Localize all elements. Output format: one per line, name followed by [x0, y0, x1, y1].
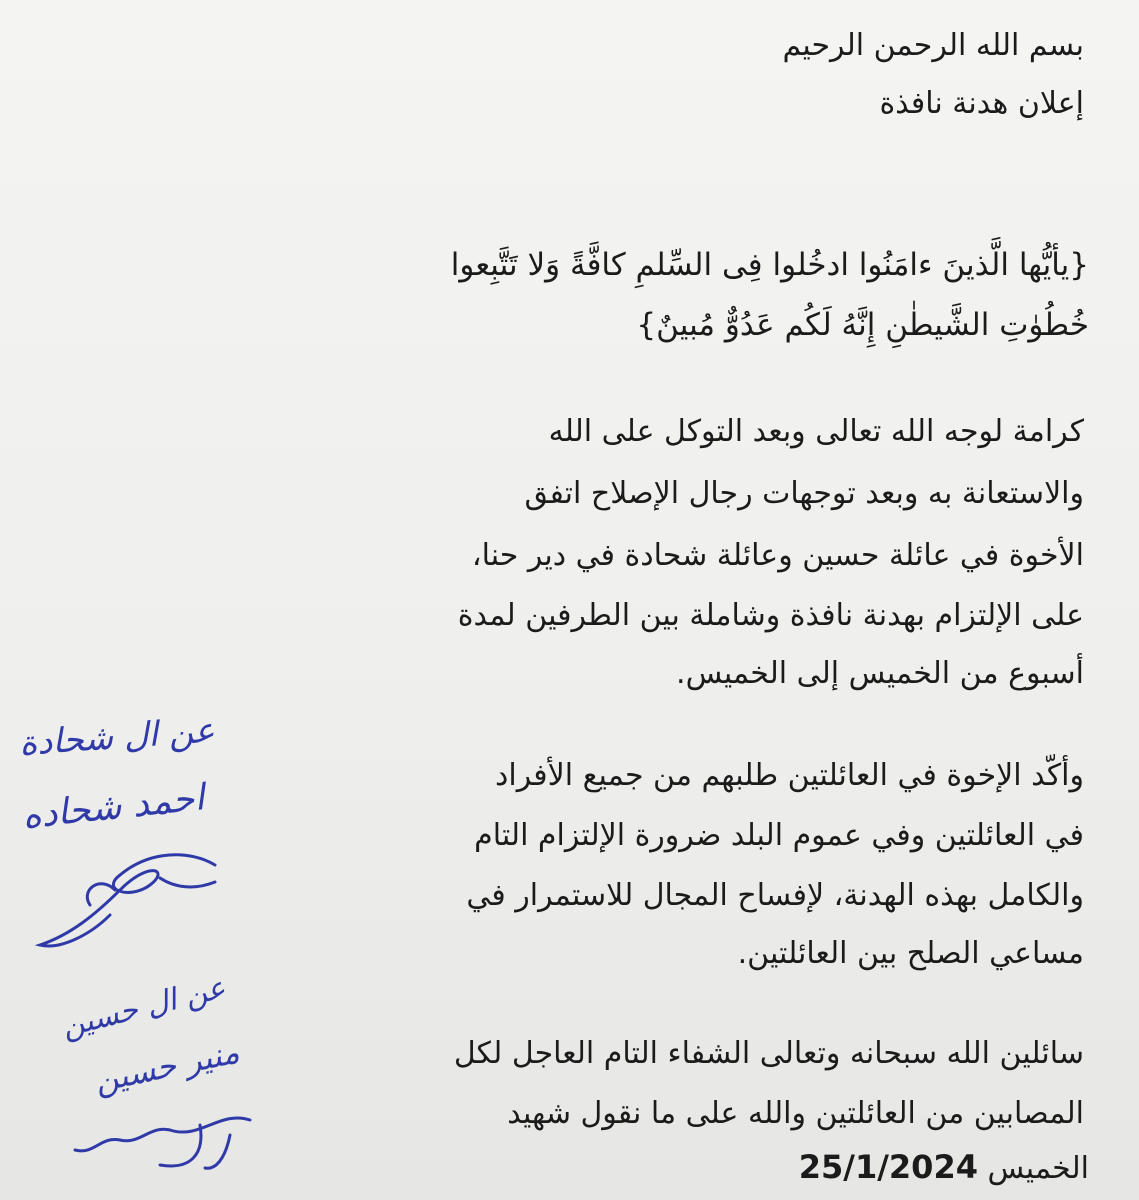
closing-day: الخميس — [987, 1151, 1089, 1186]
ayah-line-2: خُطُوٰتِ الشَّيطٰنِ إِنَّهُ لَكُم عَدُوٌّ مُبينٌ} — [636, 307, 1089, 343]
ayah-line-1: {يأيُّها الَّذينَ ءامَنُوا ادخُلوا فِى السِّلمِ كافَّةً وَلا تَتَّبِعوا — [450, 247, 1089, 283]
handwritten-signatures — [0, 700, 270, 1200]
signature-scribble-1 — [40, 855, 215, 946]
svg-text:احمد شحاده: احمد شحاده — [20, 777, 207, 838]
paragraph1-line-3: الأخوة في عائلة حسين وعائلة شحادة في دير حنا، — [471, 538, 1084, 573]
paragraph3-line-2: المصابين من العائلتين والله على ما نقول شهيد — [507, 1096, 1084, 1131]
basmala: بسم الله الرحمن الرحيم — [782, 28, 1084, 63]
svg-text:عن ال شحادة: عن ال شحادة — [17, 710, 216, 764]
paragraph1-line-1: كرامة لوجه الله تعالى وبعد التوكل على الله — [548, 414, 1084, 449]
signature-scribble-2 — [75, 1118, 250, 1168]
paragraph1-line-2: والاستعانة به وبعد توجهات رجال الإصلاح اتفق — [524, 476, 1084, 511]
svg-text:منير حسين: منير حسين — [91, 1032, 243, 1101]
closing-date: 25/1/2024 — [798, 1148, 978, 1186]
closing-line — [799, 1148, 1089, 1186]
paragraph1-line-4: على الإلتزام بهدنة نافذة وشاملة بين الطرفين لمدة — [457, 598, 1084, 633]
paragraph2-line-2: في العائلتين وفي عموم البلد ضرورة الإلتزام التام — [474, 818, 1084, 853]
page-title: إعلان هدنة نافذة — [879, 86, 1084, 121]
paragraph1-line-5: أسبوع من الخميس إلى الخميس. — [676, 656, 1084, 691]
paragraph2-line-1: وأكّد الإخوة في العائلتين طلبهم من جميع الأفراد — [495, 758, 1084, 793]
paragraph2-line-3: والكامل بهذه الهدنة، لإفساح المجال للاستمرار في — [466, 878, 1084, 913]
paragraph3-line-1: سائلين الله سبحانه وتعالى الشفاء التام العاجل لكل — [453, 1036, 1084, 1071]
svg-text:عن ال حسين: عن ال حسين — [58, 970, 229, 1045]
paragraph2-line-4: مساعي الصلح بين العائلتين. — [737, 936, 1084, 971]
